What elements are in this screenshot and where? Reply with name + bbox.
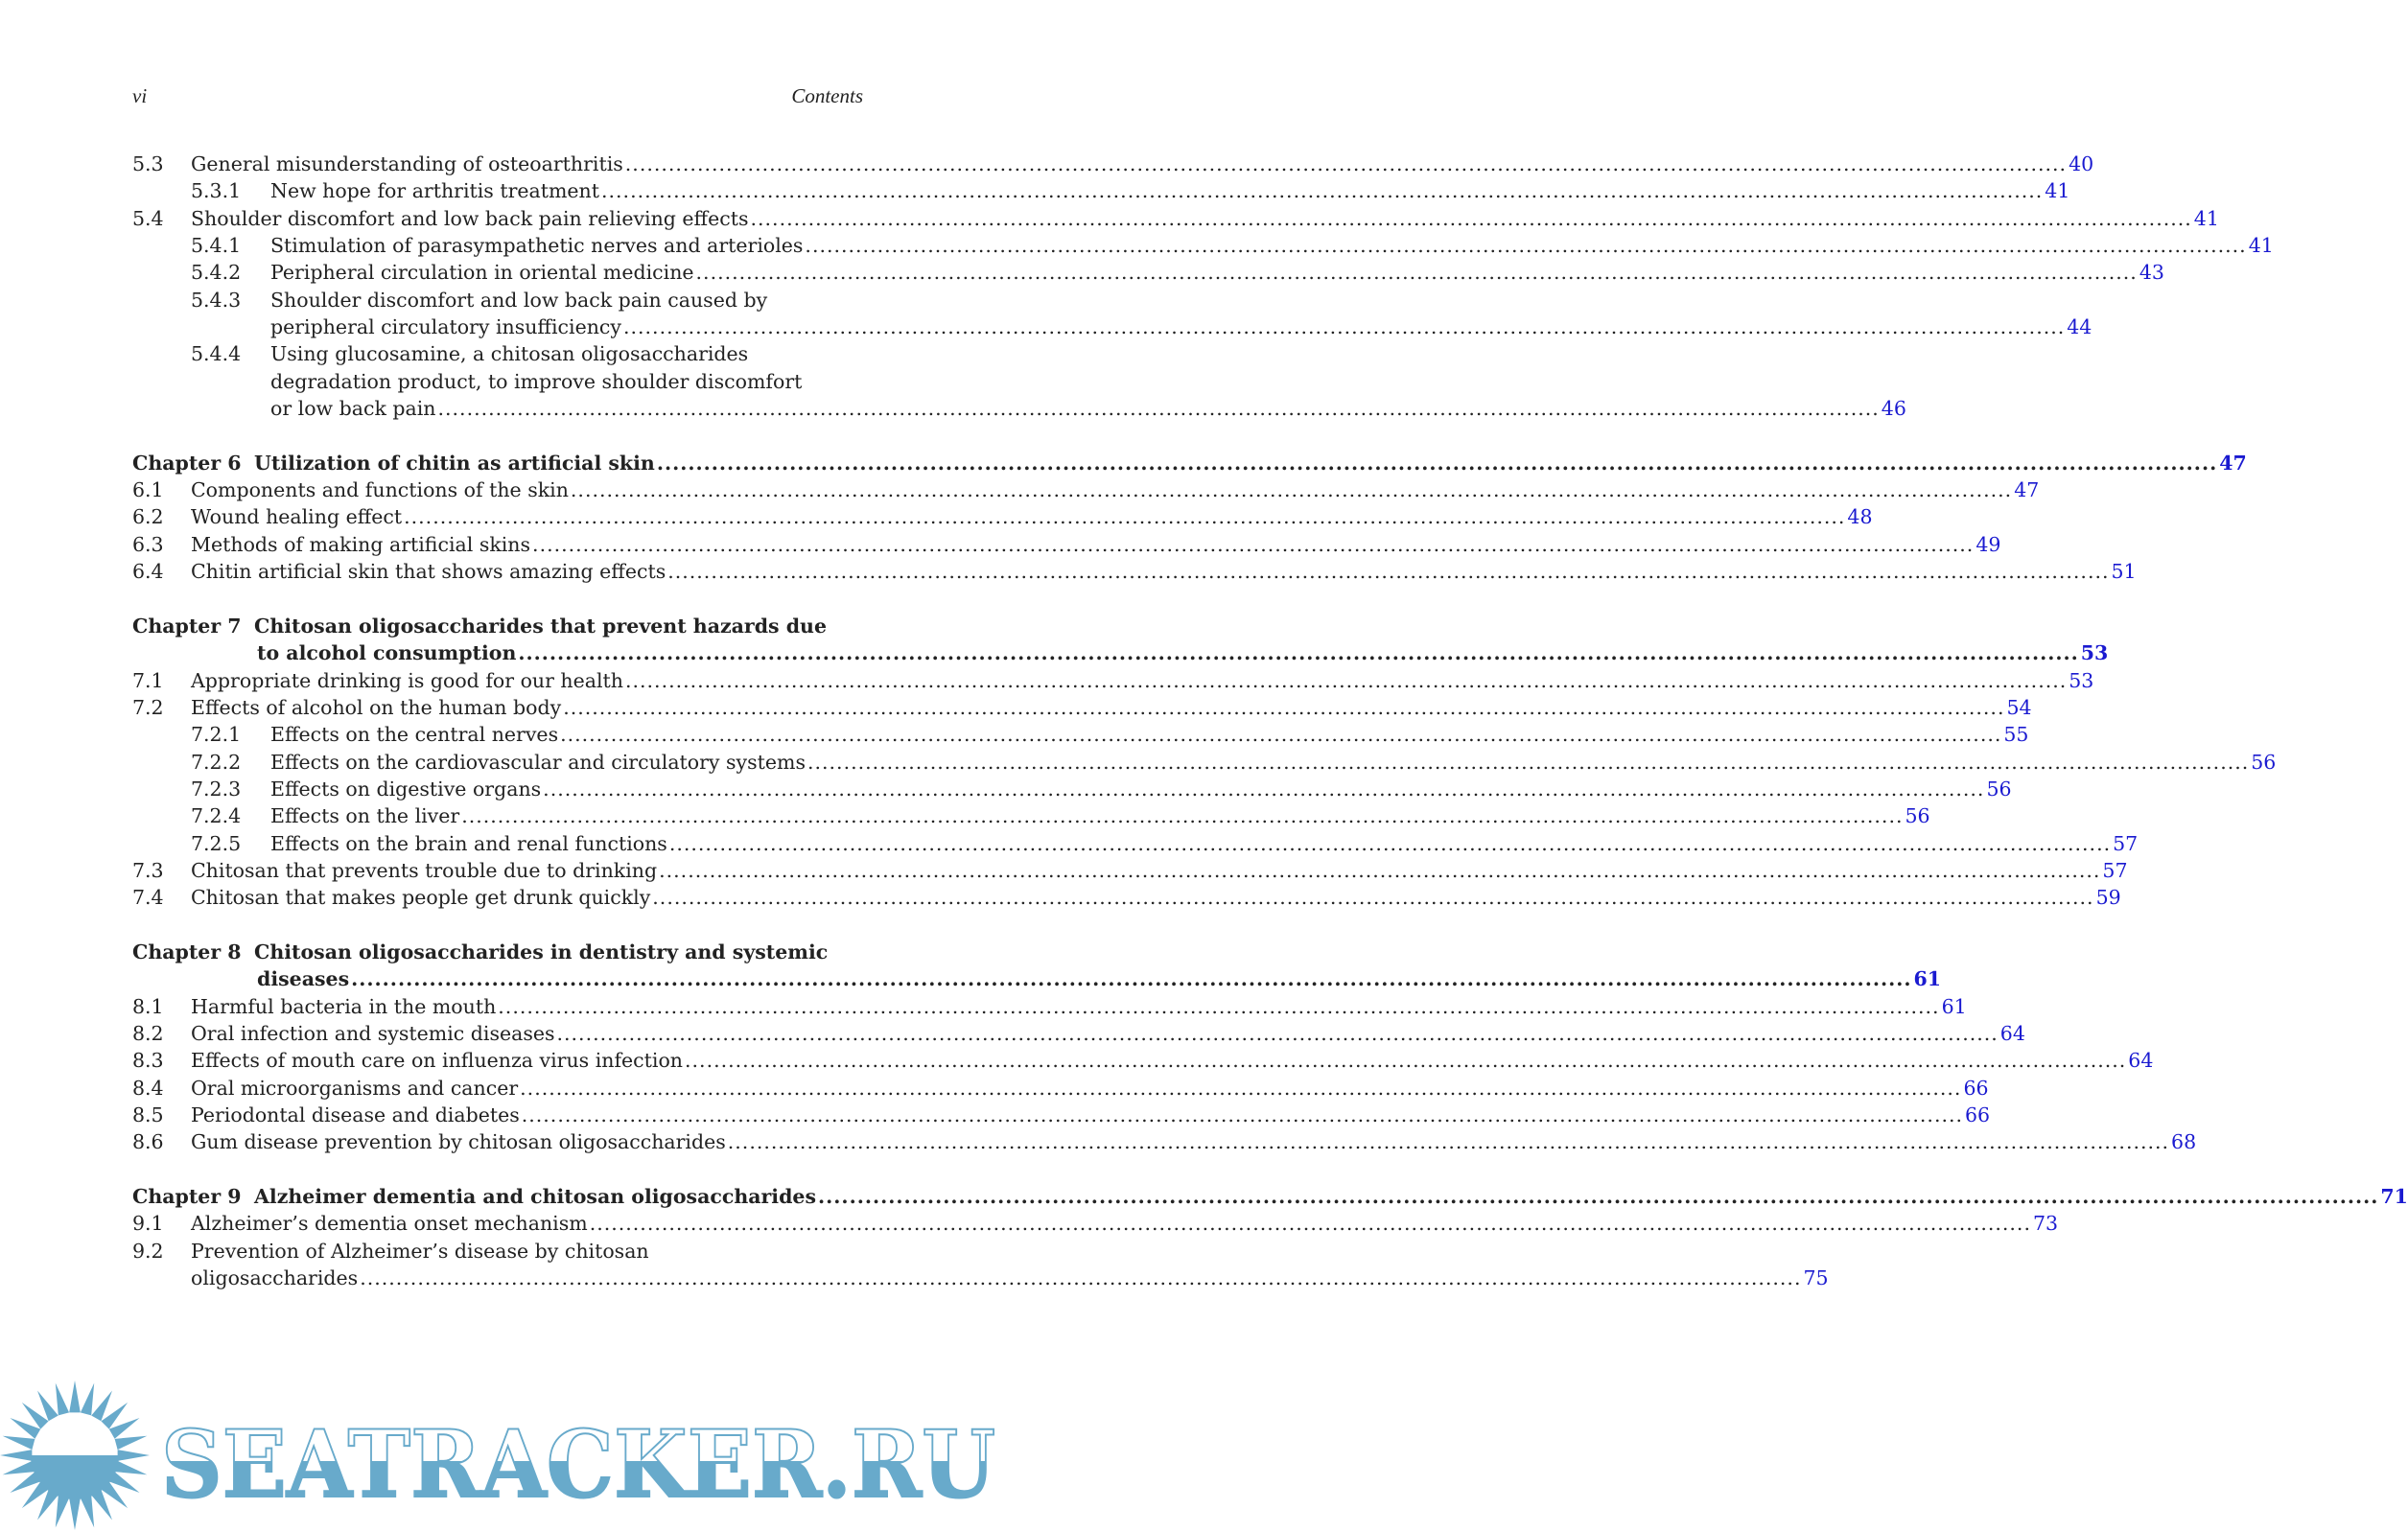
toc-entry[interactable]: [132, 802, 1930, 829]
entry-title: Using glucosamine, a chitosan oligosaccharides: [270, 342, 749, 366]
toc-entry[interactable]: [132, 993, 1967, 1020]
entry-number: 5.4: [132, 206, 164, 230]
toc-chapter-entry[interactable]: [132, 639, 2109, 666]
toc-entry[interactable]: [132, 531, 2001, 558]
dot-leader: ........................................................................................................................................................................................................: [807, 750, 2250, 774]
sun-ray: [56, 1383, 69, 1416]
dot-leader: ........................................................................................................................................................................................................: [521, 1103, 1964, 1127]
toc-entry[interactable]: [132, 476, 2040, 503]
dot-leader: ........................................................................................................................................................................................................: [667, 560, 2110, 584]
entry-title: Effects on digestive organs: [270, 777, 542, 801]
entry-title: Alzheimer dementia and chitosan oligosaccharides: [254, 1185, 817, 1209]
entry-title: Shoulder discomfort and low back pain caused by: [270, 288, 768, 312]
entry-title: Chitosan that makes people get drunk quickly: [191, 886, 651, 910]
sun-ray: [81, 1383, 94, 1416]
watermark-text: SEATRACKER.RU: [161, 1410, 995, 1519]
dot-leader: ........................................................................................................................................................................................................: [750, 206, 2192, 230]
entry-number: 8.3: [132, 1049, 164, 1073]
page-number-label: vi: [132, 84, 148, 107]
toc-chapter-entry[interactable]: [132, 965, 1942, 992]
dot-leader: ........................................................................................................................................................................................................: [498, 994, 1940, 1018]
entry-number: 6.1: [132, 478, 164, 502]
sun-ray: [69, 1498, 81, 1530]
entry-title: Chitosan oligosaccharides in dentistry and systemic: [254, 940, 829, 963]
entry-number: 5.3.1: [191, 179, 242, 203]
entry-title: Stimulation of parasympathetic nerves and arterioles: [270, 234, 804, 258]
page-number-link[interactable]: 47: [2014, 478, 2040, 502]
page-number-link[interactable]: 75: [1803, 1266, 1829, 1290]
page-number-link[interactable]: 57: [2113, 831, 2139, 855]
dot-leader: ........................................................................................................................................................................................................: [461, 804, 1904, 828]
sun-ray: [118, 1450, 150, 1461]
toc-entry[interactable]: [132, 1020, 2025, 1047]
page-number-link[interactable]: 41: [2045, 179, 2070, 203]
page-number-link[interactable]: 68: [2171, 1130, 2197, 1154]
dot-leader: ........................................................................................................................................................................................................: [563, 695, 2005, 719]
dot-leader: ........................................................................................................................................................................................................: [624, 668, 2068, 692]
entry-title: Periodontal disease and diabetes: [191, 1103, 520, 1127]
dot-leader: ........................................................................................................................................................................................................: [668, 831, 2112, 855]
page-number-link[interactable]: 56: [2251, 750, 2277, 774]
toc-entry[interactable]: [132, 749, 2277, 776]
entry-number: 6.4: [132, 560, 164, 584]
dot-leader: ........................................................................................................................................................................................................: [622, 315, 2066, 339]
entry-title: Chitosan that prevents trouble due to drinking: [191, 858, 658, 882]
dot-leader: ........................................................................................................................................................................................................: [727, 1130, 2170, 1154]
dot-leader: ........................................................................................................................................................................................................: [624, 152, 2068, 175]
dot-leader: ........................................................................................................................................................................................................: [659, 858, 2101, 882]
entry-number: Chapter 8: [132, 940, 242, 963]
entry-title: General misunderstanding of osteoarthritis: [191, 152, 623, 175]
entry-title: Appropriate drinking is good for our health: [191, 668, 623, 692]
entry-title: Components and functions of the skin: [191, 478, 569, 502]
toc-entry[interactable]: [132, 368, 863, 395]
page-number-link[interactable]: 46: [1881, 397, 1906, 421]
entry-title: Shoulder discomfort and low back pain relieving effects: [191, 206, 749, 230]
sun-ray: [56, 1496, 69, 1528]
page-number-link[interactable]: 64: [2128, 1049, 2154, 1073]
toc-chapter-entry[interactable]: [132, 613, 863, 639]
entry-number: 7.2.4: [191, 804, 242, 828]
page-number-link[interactable]: 66: [1963, 1076, 1989, 1100]
dot-leader: ........................................................................................................................................................................................................: [805, 234, 2247, 258]
dot-leader: ........................................................................................................................................................................................................: [560, 723, 2002, 747]
page-number-link[interactable]: 61: [1913, 967, 1942, 991]
dot-leader: ........................................................................................................................................................................................................: [351, 967, 1912, 991]
entry-title: degradation product, to improve shoulder discomfort: [270, 369, 803, 393]
entry-title: Effects on the cardiovascular and circulatory systems: [270, 750, 806, 774]
toc-entry[interactable]: [132, 830, 2139, 857]
dot-leader: ........................................................................................................................................................................................................: [532, 532, 1975, 556]
toc-entry[interactable]: [132, 694, 2032, 721]
page-number-link[interactable]: 43: [2139, 261, 2164, 285]
toc-entry[interactable]: [132, 259, 2164, 286]
page-number-link[interactable]: 48: [1847, 505, 1873, 529]
entry-number: 5.4.4: [191, 342, 242, 366]
toc-entry[interactable]: [132, 1075, 1989, 1102]
entry-title: New hope for arthritis treatment: [270, 179, 599, 203]
entry-number: 7.2.3: [191, 777, 242, 801]
entry-number: 7.1: [132, 668, 164, 692]
table-of-contents: [132, 151, 2408, 1291]
entry-number: Chapter 7: [132, 614, 242, 638]
toc-entry[interactable]: [132, 232, 2274, 259]
toc-entry[interactable]: [132, 313, 2092, 340]
group-spacer: [132, 422, 863, 449]
dot-leader: ........................................................................................................................................................................................................: [437, 397, 1880, 421]
entry-title: Effects on the brain and renal functions: [270, 831, 667, 855]
entry-title: Harmful bacteria in the mouth: [191, 994, 497, 1018]
page-number-link[interactable]: 61: [1941, 994, 1967, 1018]
group-spacer: [132, 586, 863, 613]
toc-entry[interactable]: [132, 558, 2137, 585]
page-number-link[interactable]: 54: [2006, 695, 2032, 719]
entry-title: Effects on the central nerves: [270, 723, 559, 747]
entry-title: Methods of making artificial skins: [191, 532, 531, 556]
toc-entry[interactable]: [132, 1210, 2059, 1237]
toc-chapter-entry[interactable]: [132, 939, 863, 965]
entry-title: Effects on the liver: [270, 804, 460, 828]
group-spacer: [132, 1156, 863, 1183]
entry-number: 7.2: [132, 695, 164, 719]
sun-ray: [3, 1461, 35, 1474]
entry-title: Peripheral circulation in oriental medicine: [270, 261, 694, 285]
page-number-link[interactable]: 47: [2219, 451, 2247, 475]
entry-number: 5.3: [132, 152, 164, 175]
dot-leader: ........................................................................................................................................................................................................: [570, 478, 2013, 502]
sun-ray: [69, 1381, 81, 1412]
toc-entry[interactable]: [132, 776, 2012, 802]
entry-number: 5.4.3: [191, 288, 242, 312]
entry-number: Chapter 6: [132, 451, 242, 475]
page-number-link[interactable]: 41: [2248, 234, 2274, 258]
entry-title: peripheral circulatory insufficiency: [270, 315, 621, 339]
entry-number: 8.2: [132, 1022, 164, 1045]
page-number-link[interactable]: 66: [1965, 1103, 1991, 1127]
toc-entry[interactable]: [132, 151, 2094, 177]
dot-leader: ........................................................................................................................................................................................................: [404, 505, 1846, 529]
entry-number: 7.4: [132, 886, 164, 910]
entry-number: 6.3: [132, 532, 164, 556]
toc-entry[interactable]: [132, 721, 2029, 748]
page-number-link[interactable]: 59: [2095, 886, 2121, 910]
toc-entry[interactable]: [132, 503, 1873, 530]
dot-leader: ........................................................................................................................................................................................................: [818, 1185, 2379, 1209]
page-number-link[interactable]: 57: [2102, 858, 2128, 882]
entry-title: to alcohol consumption: [257, 641, 517, 665]
entry-number: 8.5: [132, 1103, 164, 1127]
toc-entry[interactable]: [132, 1047, 2154, 1074]
toc-entry[interactable]: [132, 177, 2070, 204]
toc-entry[interactable]: [132, 1102, 1991, 1128]
entry-title: oligosaccharides: [191, 1266, 359, 1290]
sun-ray: [115, 1461, 148, 1474]
toc-entry[interactable]: [132, 1265, 1829, 1291]
page-number-link[interactable]: 41: [2193, 206, 2219, 230]
entry-number: 5.4.1: [191, 234, 242, 258]
entry-title: Chitin artificial skin that shows amazing effects: [191, 560, 666, 584]
page-number-link[interactable]: 44: [2067, 315, 2092, 339]
toc-entry[interactable]: [132, 884, 2121, 911]
entry-number: 7.2.5: [191, 831, 242, 855]
entry-title: Oral microorganisms and cancer: [191, 1076, 519, 1100]
dot-leader: ........................................................................................................................................................................................................: [589, 1212, 2031, 1236]
group-spacer: [132, 912, 863, 939]
entry-title: Alzheimer’s dementia onset mechanism: [191, 1212, 588, 1236]
page-number-link[interactable]: 49: [1975, 532, 2001, 556]
entry-number: 8.1: [132, 994, 164, 1018]
page-number-link[interactable]: 40: [2069, 152, 2094, 175]
sun-ray: [0, 1450, 32, 1461]
toc-chapter-entry[interactable]: [132, 1183, 2408, 1210]
dot-leader: ........................................................................................................................................................................................................: [543, 777, 1985, 801]
page-number-link[interactable]: 55: [2003, 723, 2029, 747]
dot-leader: ........................................................................................................................................................................................................: [685, 1049, 2127, 1073]
entry-title: or low back pain: [270, 397, 436, 421]
page-number-link[interactable]: 53: [2080, 641, 2109, 665]
entry-title: Wound healing effect: [191, 505, 403, 529]
entry-title: Utilization of chitin as artificial skin: [254, 451, 655, 475]
toc-chapter-entry[interactable]: [132, 450, 2247, 476]
entry-title: Oral infection and systemic diseases: [191, 1022, 555, 1045]
page-number-link[interactable]: 73: [2032, 1212, 2059, 1236]
page-number-link[interactable]: 53: [2069, 668, 2094, 692]
running-title: Contents: [791, 84, 863, 107]
toc-entry[interactable]: [132, 340, 863, 367]
entry-number: 8.4: [132, 1076, 164, 1100]
toc-entry[interactable]: [132, 1128, 2197, 1155]
entry-title: Gum disease prevention by chitosan oligosaccharides: [191, 1130, 726, 1154]
entry-number: 9.2: [132, 1239, 164, 1263]
dot-leader: ........................................................................................................................................................................................................: [360, 1266, 1802, 1290]
entry-number: 7.2.1: [191, 723, 242, 747]
page-number-link[interactable]: 64: [1999, 1022, 2025, 1045]
sun-ray: [81, 1496, 94, 1528]
page-number-link[interactable]: 56: [1986, 777, 2012, 801]
toc-entry[interactable]: [132, 1238, 863, 1265]
dot-leader: ........................................................................................................................................................................................................: [695, 261, 2138, 285]
dot-leader: ........................................................................................................................................................................................................: [652, 886, 2094, 910]
page-number-link[interactable]: 51: [2111, 560, 2137, 584]
entry-number: 8.6: [132, 1130, 164, 1154]
sun-ray: [3, 1436, 35, 1450]
entry-number: 7.3: [132, 858, 164, 882]
dot-leader: ........................................................................................................................................................................................................: [556, 1022, 1999, 1045]
entry-title: diseases: [257, 967, 350, 991]
dot-leader: ........................................................................................................................................................................................................: [656, 451, 2218, 475]
entry-number: 5.4.2: [191, 261, 242, 285]
toc-entry[interactable]: [132, 205, 2219, 232]
sun-icon: [0, 1381, 150, 1530]
dot-leader: ........................................................................................................................................................................................................: [520, 1076, 1962, 1100]
entry-number: 6.2: [132, 505, 164, 529]
entry-number: 9.1: [132, 1212, 164, 1236]
page-number-link[interactable]: 71: [2380, 1185, 2408, 1209]
entry-number: Chapter 9: [132, 1185, 242, 1209]
toc-entry[interactable]: [132, 857, 2128, 884]
toc-entry[interactable]: [132, 667, 2094, 694]
sun-ray: [115, 1436, 148, 1450]
entry-number: 7.2.2: [191, 750, 242, 774]
page-number-link[interactable]: 56: [1905, 804, 1930, 828]
dot-leader: ........................................................................................................................................................................................................: [518, 641, 2079, 665]
entry-title: Chitosan oligosaccharides that prevent hazards due: [254, 614, 828, 638]
entry-title: Effects of alcohol on the human body: [191, 695, 562, 719]
toc-entry[interactable]: [132, 395, 1906, 422]
entry-title: Effects of mouth care on influenza virus infection: [191, 1049, 684, 1073]
toc-entry[interactable]: [132, 287, 863, 313]
dot-leader: ........................................................................................................................................................................................................: [601, 179, 2044, 203]
watermark-logo: [0, 1342, 1036, 1532]
entry-title: Prevention of Alzheimer’s disease by chitosan: [191, 1239, 649, 1263]
